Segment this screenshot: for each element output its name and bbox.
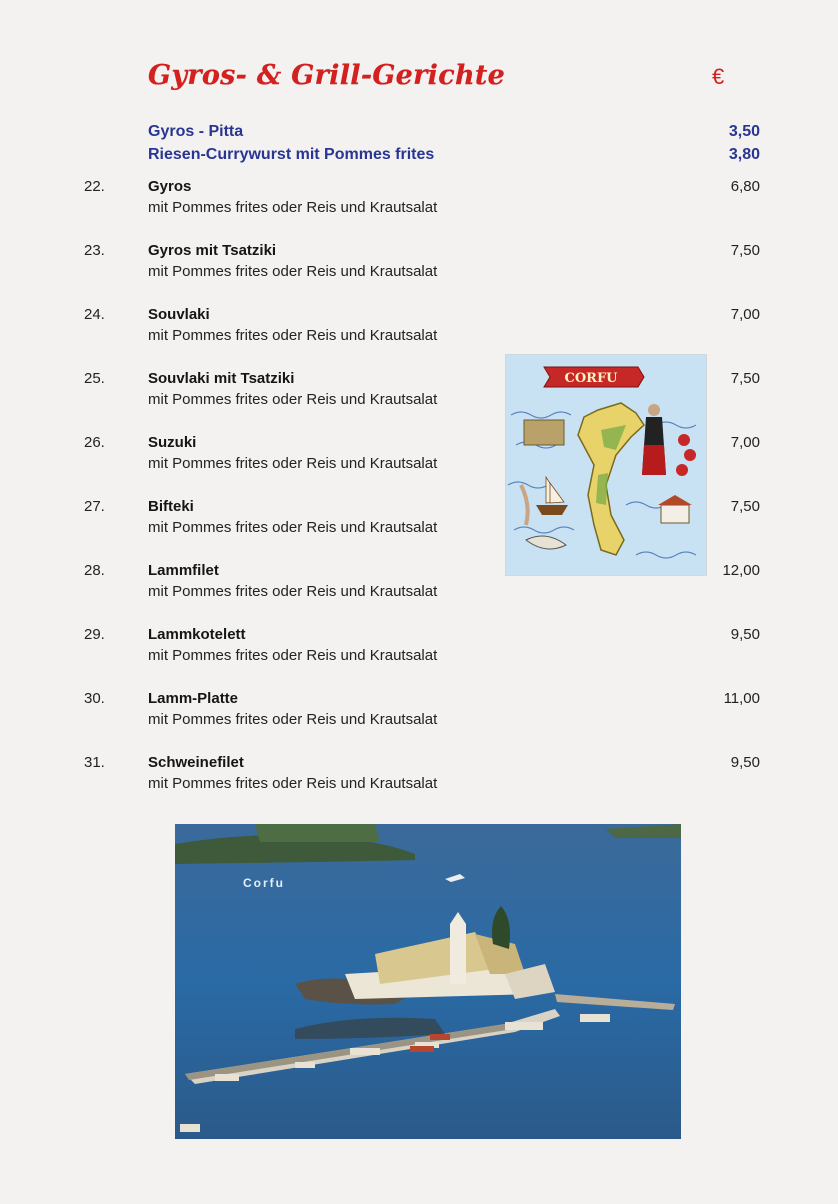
item-price: 7,50	[730, 370, 760, 387]
item-number: 30.	[84, 690, 105, 707]
item-name: Gyros	[148, 178, 192, 195]
item-description: mit Pommes frites oder Reis und Krautsalat	[148, 327, 438, 344]
menu-item	[0, 306, 838, 356]
item-price: 7,00	[730, 434, 760, 451]
item-name: Souvlaki	[148, 306, 210, 323]
item-price: 9,50	[730, 626, 760, 643]
item-price: 7,00	[730, 306, 760, 323]
currency-symbol: €	[712, 64, 725, 89]
item-name: Lammkotelett	[148, 626, 246, 643]
item-name: Lammfilet	[148, 562, 219, 579]
item-price: 6,80	[730, 178, 760, 195]
item-price: 7,50	[730, 242, 760, 259]
special-item-name: Riesen-Currywurst mit Pommes frites	[148, 146, 435, 163]
item-description: mit Pommes frites oder Reis und Krautsalat	[148, 391, 438, 408]
item-price: 11,00	[723, 690, 760, 707]
item-number: 23.	[84, 242, 105, 259]
special-item-price: 3,80	[728, 146, 760, 163]
item-price: 9,50	[730, 754, 760, 771]
item-number: 28.	[84, 562, 105, 579]
photo-caption: Corfu	[243, 876, 285, 890]
item-description: mit Pommes frites oder Reis und Krautsalat	[148, 647, 438, 664]
item-number: 25.	[84, 370, 105, 387]
item-number: 29.	[84, 626, 105, 643]
item-number: 31.	[84, 754, 105, 771]
corfu-map-illustration	[505, 354, 707, 576]
item-name: Bifteki	[148, 498, 194, 515]
item-name: Lamm-Platte	[148, 690, 239, 707]
item-number: 27.	[84, 498, 105, 515]
menu-item	[0, 178, 838, 228]
page-title: Gyros- & Grill-Gerichte	[148, 60, 506, 91]
menu-item	[0, 242, 838, 292]
item-description: mit Pommes frites oder Reis und Krautsalat	[148, 711, 438, 728]
menu-item	[0, 626, 838, 676]
item-number: 26.	[84, 434, 105, 451]
item-description: mit Pommes frites oder Reis und Krautsalat	[148, 583, 438, 600]
menu-item	[0, 498, 838, 548]
menu-item	[0, 690, 838, 740]
item-description: mit Pommes frites oder Reis und Krautsalat	[148, 263, 438, 280]
special-item-price: 3,50	[728, 123, 760, 140]
item-number: 22.	[84, 178, 105, 195]
item-price: 7,50	[730, 498, 760, 515]
item-name: Souvlaki mit Tsatziki	[148, 370, 295, 387]
item-description: mit Pommes frites oder Reis und Krautsalat	[148, 775, 438, 792]
item-description: mit Pommes frites oder Reis und Krautsalat	[148, 455, 438, 472]
corfu-photo	[175, 824, 681, 1139]
menu-item	[0, 434, 838, 484]
menu-item	[0, 370, 838, 420]
menu-item	[0, 562, 838, 612]
item-description: mit Pommes frites oder Reis und Krautsalat	[148, 519, 438, 536]
menu-item	[0, 754, 838, 804]
item-name: Gyros mit Tsatziki	[148, 242, 277, 259]
item-number: 24.	[84, 306, 105, 323]
item-price: 12,00	[722, 562, 760, 579]
item-name: Schweinefilet	[148, 754, 244, 771]
item-description: mit Pommes frites oder Reis und Krautsalat	[148, 199, 438, 216]
corfu-map-banner-text: CORFU	[564, 371, 618, 386]
special-item-name: Gyros - Pitta	[148, 123, 244, 140]
item-name: Suzuki	[148, 434, 197, 451]
